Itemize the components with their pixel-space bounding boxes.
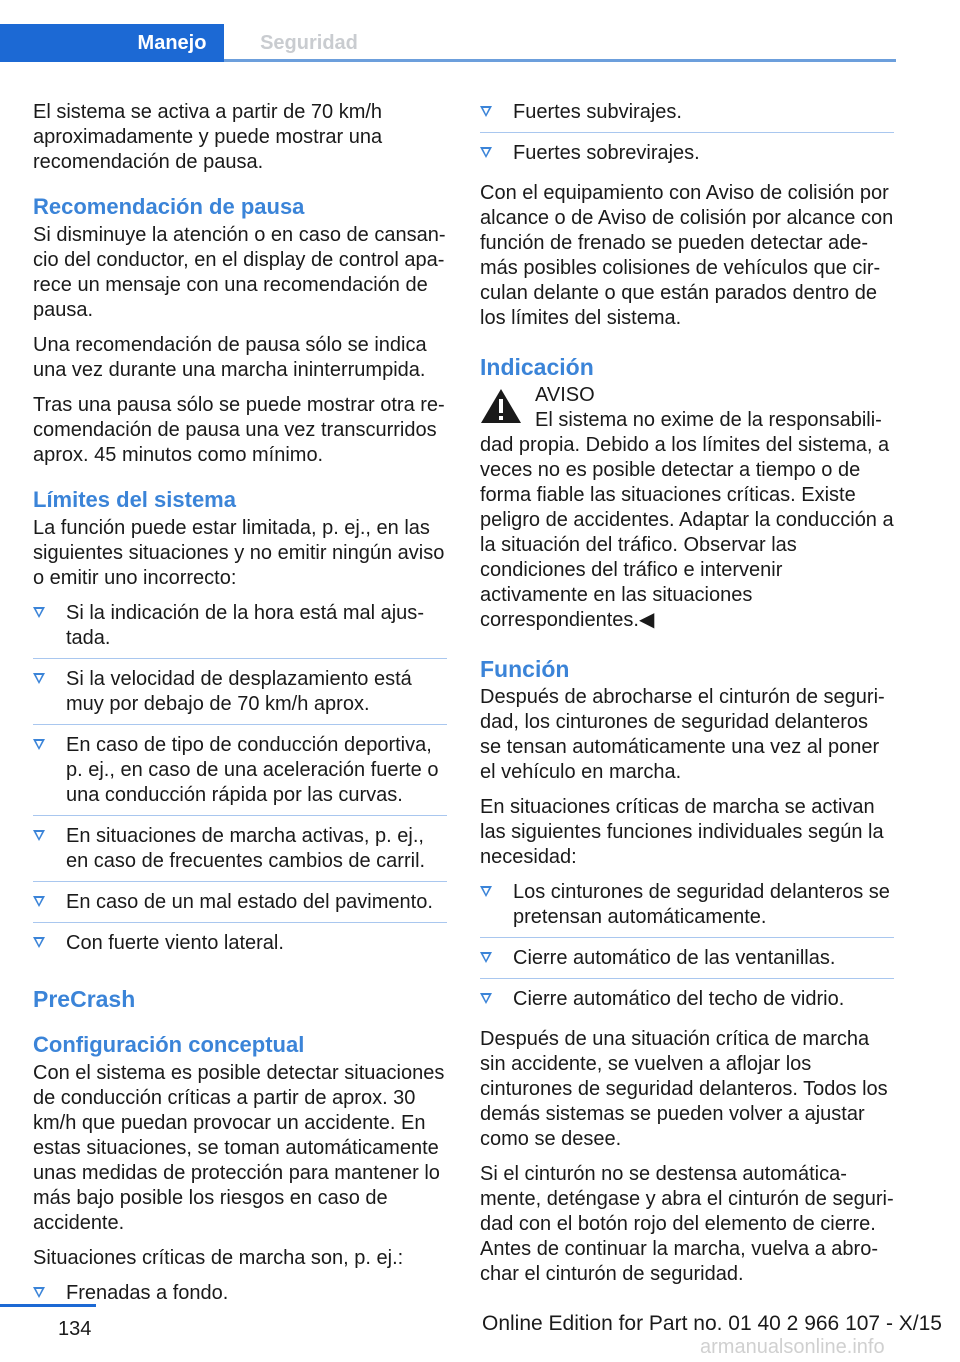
header-bar: [0, 0, 960, 62]
list-item-text: En caso de tipo de conducción deportiva, p. ej., en caso de una aceleración fuerte o una conducción rápida por las curvas.: [66, 734, 439, 806]
list-item-text: Con fuerte viento lateral.: [66, 932, 284, 954]
list-item: [33, 667, 447, 725]
critical-list: [33, 1281, 447, 1313]
paragraph: Si el cinturón no se destensa automáticamente, deténgase y abra el cinturón de seguridad con el botón rojo del elemento de cierre. Antes de continuar la marcha, vuelva a abrochar el cinturón de seguridad.: [480, 1163, 894, 1285]
triangle-bullet-icon: [33, 1287, 45, 1298]
list-item-text: Si la indicación de la hora está mal ajustada.: [66, 602, 424, 649]
triangle-bullet-icon: [33, 896, 45, 907]
list-item: [480, 880, 894, 938]
list-item-text: Cierre automático de las ventanillas.: [513, 947, 836, 969]
left-column: [33, 100, 447, 1321]
list-item-text: Fuertes subvirajes.: [513, 101, 682, 123]
list-item: [33, 931, 447, 963]
warning-text: El sistema no exime de la responsabilidad propia. Debido a los límites del sistema, a veces no es posible detectar a tiempo o de forma fiable las situaciones críticas. Existe peligro de accidentes. Adaptar la conducción a la situación del tráfico. Observar las condiciones del tráfico e intervenir activamente en las situaciones correspondientes.◀: [480, 409, 894, 631]
right-column: [480, 100, 894, 1297]
list-item-text: Frenadas a fondo.: [66, 1282, 229, 1304]
heading-configuracion: Configuración conceptual: [33, 1032, 305, 1057]
paragraph: Situaciones críticas de marcha son, p. ej.:: [33, 1247, 404, 1269]
list-item-text: En caso de un mal estado del pavimento.: [66, 891, 433, 913]
heading-recomendacion: Recomendación de pausa: [33, 194, 305, 219]
list-item-text: Si la velocidad de desplazamiento está muy por debajo de 70 km/h aprox.: [66, 668, 412, 715]
paragraph: Si disminuye la atención o en caso de cansancio del conductor, en el display de control aparece un mensaje con una recomendación de pausa.: [33, 224, 446, 321]
list-item: [33, 1281, 447, 1313]
heading-funcion: Función: [480, 656, 570, 682]
page-number: 134: [58, 1318, 92, 1340]
tab-manejo[interactable]: Manejo: [120, 24, 224, 62]
function-list: [480, 880, 894, 1019]
warning-triangle-icon: [480, 387, 522, 425]
paragraph: Después de abrocharse el cinturón de seguridad, los cinturones de seguridad delanteros se tensan automáticamente una vez al poner el vehículo en marcha.: [480, 686, 885, 783]
list-item-text: Los cinturones de seguridad delanteros se pretensan automáticamente.: [513, 881, 890, 928]
paragraph: Después de una situación crítica de marcha sin accidente, se vuelven a aflojar los cinturones de seguridad delanteros. Todos los demás sistemas se pueden volver a ajustar como se desee.: [480, 1028, 888, 1150]
list-item: [33, 890, 447, 923]
triangle-bullet-icon: [480, 886, 492, 897]
paragraph: En situaciones críticas de marcha se activan las siguientes funciones individuales según la necesidad:: [480, 796, 884, 868]
triangle-bullet-icon: [33, 739, 45, 750]
header-rule: [224, 59, 896, 62]
heading-limites: Límites del sistema: [33, 487, 236, 512]
watermark: armanualsonline.info: [700, 1336, 885, 1358]
list-item: [480, 987, 894, 1019]
triangle-bullet-icon: [33, 673, 45, 684]
list-item: [33, 601, 447, 659]
paragraph: Una recomendación de pausa sólo se indica una vez durante una marcha ininterrumpida.: [33, 334, 427, 381]
intro-paragraph: El sistema se activa a partir de 70 km/h aproximadamente y puede mostrar una recomendación de pausa.: [33, 101, 383, 173]
paragraph: Con el equipamiento con Aviso de colisión por alcance o de Aviso de colisión por alcance con función de frenado se pueden detectar además posibles colisiones de vehículos que circulan delante o que están parados dentro de los límites del sistema.: [480, 182, 894, 329]
list-item: [33, 733, 447, 816]
limits-list: [33, 601, 447, 963]
paragraph: Tras una pausa sólo se puede mostrar otra recomendación de pausa una vez transcurridos aprox. 45 minutos como mínimo.: [33, 394, 445, 466]
paragraph: La función puede estar limitada, p. ej., en las siguientes situaciones y no emitir ningún aviso o emitir uno incorrecto:: [33, 517, 445, 589]
critical-list-continued: [480, 100, 894, 173]
footer-accent: [0, 1304, 96, 1307]
list-item-text: Cierre automático del techo de vidrio.: [513, 988, 845, 1010]
edition-text: Online Edition for Part no. 01 40 2 966 107 - X/15: [482, 1312, 942, 1335]
triangle-bullet-icon: [480, 147, 492, 158]
triangle-bullet-icon: [33, 607, 45, 618]
list-item-text: En situaciones de marcha activas, p. ej., en caso de frecuentes cambios de carril.: [66, 825, 426, 872]
triangle-bullet-icon: [480, 993, 492, 1004]
warning-block: [480, 383, 894, 633]
list-item: [33, 824, 447, 882]
heading-precrash: PreCrash: [33, 986, 136, 1012]
list-item-text: Fuertes sobrevirajes.: [513, 142, 700, 164]
tab-seguridad[interactable]: Seguridad: [260, 32, 358, 54]
list-item: [480, 141, 894, 173]
triangle-bullet-icon: [33, 937, 45, 948]
triangle-bullet-icon: [480, 106, 492, 117]
warning-title: AVISO: [535, 384, 595, 406]
triangle-bullet-icon: [33, 830, 45, 841]
paragraph: Con el sistema es posible detectar situaciones de conducción críticas a partir de aprox. 30 km/h que puedan provocar un accidente. En estas situaciones, se toman automáticamente unas medidas de protección para mantener lo más bajo posible los riesgos en caso de accidente.: [33, 1062, 445, 1234]
list-item: [480, 946, 894, 979]
list-item: [480, 100, 894, 133]
triangle-bullet-icon: [480, 952, 492, 963]
heading-indicacion: Indicación: [480, 354, 594, 380]
